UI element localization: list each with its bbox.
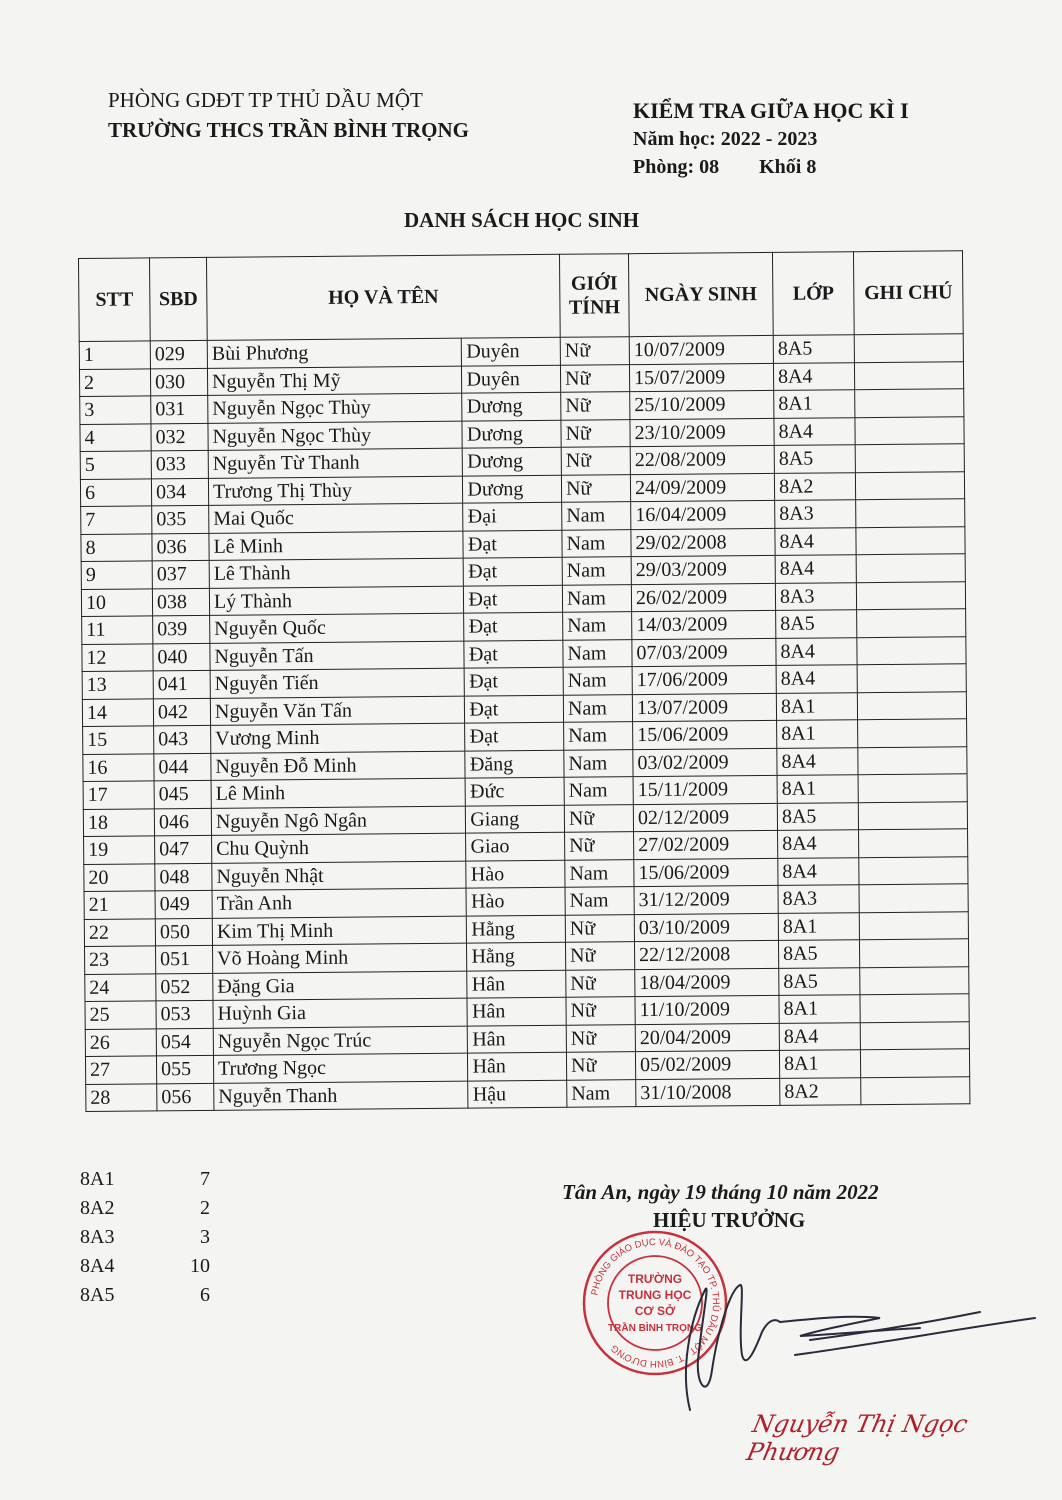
col-stt: STT — [79, 258, 151, 342]
stamp-text-line: TRUNG HỌC — [618, 1288, 692, 1302]
class-cell: 8A1 — [776, 692, 857, 720]
sbd-cell: 045 — [154, 780, 211, 808]
note-cell — [854, 361, 963, 389]
sbd-cell: 048 — [155, 863, 212, 891]
note-cell — [857, 691, 966, 719]
surname-cell: Nguyễn Ngọc Thùy — [208, 421, 463, 451]
dob-cell: 18/04/2009 — [635, 968, 779, 997]
gender-cell: Nữ — [566, 969, 635, 997]
surname-cell: Đặng Gia — [213, 971, 468, 1001]
given-name-cell: Hân — [468, 1052, 567, 1080]
sbd-cell: 056 — [157, 1083, 214, 1111]
department-name: PHÒNG GDĐT TP THỦ DẦU MỘT — [108, 88, 423, 112]
surname-cell: Nguyễn Ngọc Trúc — [213, 1026, 468, 1056]
class-summary — [80, 1168, 210, 1313]
class-cell: 8A1 — [774, 390, 855, 418]
stt-cell: 9 — [81, 561, 152, 589]
class-cell: 8A4 — [777, 747, 858, 775]
sbd-cell: 049 — [155, 890, 212, 918]
school-year: Năm học: 2022 - 2023 — [633, 128, 818, 150]
col-gender — [559, 254, 629, 338]
grade-level: Khối 8 — [759, 156, 817, 178]
class-cell: 8A4 — [774, 417, 855, 445]
stt-cell: 27 — [85, 1056, 156, 1084]
surname-cell: Lê Minh — [209, 531, 464, 561]
sbd-cell: 033 — [151, 450, 208, 478]
note-cell — [856, 554, 965, 582]
class-cell: 8A1 — [777, 775, 858, 803]
note-cell — [856, 526, 965, 554]
class-cell: 8A5 — [777, 802, 858, 830]
sbd-cell: 038 — [152, 588, 209, 616]
given-name-cell: Giang — [466, 805, 565, 833]
sbd-cell: 051 — [156, 945, 213, 973]
principal-title: HIỆU TRƯỞNG — [653, 1208, 806, 1232]
note-cell — [860, 1049, 969, 1077]
summary-row — [80, 1255, 210, 1284]
gender-cell: Nữ — [561, 447, 630, 475]
col-note: GHI CHÚ — [853, 251, 963, 335]
sbd-cell: 040 — [153, 643, 210, 671]
note-cell — [855, 389, 964, 417]
class-cell: 8A3 — [775, 582, 856, 610]
dob-cell: 25/10/2009 — [630, 390, 774, 419]
summary-class: 8A3 — [80, 1226, 115, 1248]
room-grade — [633, 156, 816, 179]
dob-cell: 10/07/2009 — [629, 335, 773, 364]
stt-cell: 2 — [79, 368, 150, 396]
note-cell — [855, 471, 964, 499]
gender-cell: Nam — [562, 502, 631, 530]
summary-row — [80, 1168, 210, 1197]
stt-cell: 11 — [82, 616, 153, 644]
dob-cell: 27/02/2009 — [634, 830, 778, 859]
given-name-cell: Hậu — [468, 1080, 567, 1108]
surname-cell: Nguyễn Thị Mỹ — [207, 366, 462, 396]
summary-count: 7 — [200, 1168, 210, 1190]
class-cell: 8A5 — [779, 967, 860, 995]
class-cell: 8A1 — [779, 995, 860, 1023]
summary-class: 8A2 — [80, 1197, 115, 1219]
sbd-cell: 043 — [154, 725, 211, 753]
gender-cell: Nam — [563, 612, 632, 640]
col-gender-line2: TÍNH — [568, 296, 621, 319]
class-cell: 8A1 — [779, 1050, 860, 1078]
gender-cell: Nam — [563, 694, 632, 722]
sbd-cell: 036 — [152, 533, 209, 561]
stt-cell: 10 — [81, 588, 152, 616]
col-gender-line1: GIỚI — [570, 272, 618, 295]
student-table — [78, 250, 970, 1112]
given-name-cell: Đạt — [463, 530, 562, 558]
gender-cell: Nữ — [566, 1052, 635, 1080]
note-cell — [861, 1076, 970, 1104]
given-name-cell: Duyên — [462, 337, 561, 365]
sbd-cell: 035 — [152, 505, 209, 533]
stt-cell: 14 — [82, 698, 153, 726]
dob-cell: 15/11/2009 — [633, 775, 777, 804]
surname-cell: Lê Minh — [211, 778, 466, 808]
place-date: Tân An, ngày 19 tháng 10 năm 2022 — [562, 1180, 879, 1204]
note-cell — [859, 939, 968, 967]
room-number: Phòng: 08 — [633, 156, 720, 178]
sbd-cell: 031 — [151, 395, 208, 423]
sbd-cell: 042 — [153, 698, 210, 726]
note-cell — [859, 829, 968, 857]
given-name-cell: Dương — [463, 475, 562, 503]
gender-cell: Nữ — [566, 997, 635, 1025]
given-name-cell: Đạt — [465, 667, 564, 695]
dob-cell: 15/06/2009 — [633, 720, 777, 749]
surname-cell: Nguyễn Tiến — [210, 668, 465, 698]
gender-cell: Nữ — [561, 474, 630, 502]
sbd-cell: 054 — [156, 1028, 213, 1056]
class-cell: 8A1 — [778, 912, 859, 940]
surname-cell: Chu Quỳnh — [212, 833, 467, 863]
note-cell — [860, 966, 969, 994]
dob-cell: 29/03/2009 — [631, 555, 775, 584]
note-cell — [858, 774, 967, 802]
class-cell: 8A4 — [773, 362, 854, 390]
sbd-cell: 037 — [152, 560, 209, 588]
given-name-cell: Giao — [466, 832, 565, 860]
surname-cell: Kim Thị Minh — [212, 916, 467, 946]
note-cell — [858, 746, 967, 774]
summary-count: 2 — [200, 1197, 210, 1219]
gender-cell: Nữ — [560, 364, 629, 392]
dob-cell: 26/02/2009 — [631, 583, 775, 612]
note-cell — [859, 884, 968, 912]
dob-cell: 07/03/2009 — [632, 638, 776, 667]
sbd-cell: 050 — [155, 918, 212, 946]
surname-cell: Trần Anh — [212, 888, 467, 918]
stt-cell: 13 — [82, 671, 153, 699]
class-cell: 8A4 — [779, 1022, 860, 1050]
given-name-cell: Đạt — [464, 640, 563, 668]
stt-cell: 19 — [84, 836, 155, 864]
signer-name: Nguyễn Thị Ngọc Phương — [744, 1410, 971, 1466]
class-cell: 8A4 — [776, 665, 857, 693]
stt-cell: 25 — [85, 1001, 156, 1029]
sbd-cell: 052 — [156, 973, 213, 1001]
given-name-cell: Đức — [466, 777, 565, 805]
col-dob: NGÀY SINH — [628, 252, 773, 336]
gender-cell: Nam — [562, 557, 631, 585]
class-cell: 8A4 — [778, 857, 859, 885]
given-name-cell: Đạt — [464, 557, 563, 585]
class-cell: 8A4 — [775, 555, 856, 583]
gender-cell: Nữ — [561, 419, 630, 447]
stt-cell: 17 — [83, 781, 154, 809]
sbd-cell: 047 — [155, 835, 212, 863]
given-name-cell: Dương — [462, 392, 561, 420]
given-name-cell: Đạt — [465, 695, 564, 723]
class-cell: 8A5 — [778, 940, 859, 968]
gender-cell: Nam — [563, 667, 632, 695]
class-cell: 8A3 — [775, 500, 856, 528]
note-cell — [856, 499, 965, 527]
given-name-cell: Dương — [463, 447, 562, 475]
note-cell — [858, 801, 967, 829]
note-cell — [857, 664, 966, 692]
dob-cell: 17/06/2009 — [632, 665, 776, 694]
given-name-cell: Đăng — [465, 750, 564, 778]
surname-cell: Trương Ngọc — [213, 1053, 468, 1083]
stamp-ring-text: PHÒNG GIÁO DỤC VÀ ĐÀO TẠO TP. THỦ DẦU MỘT - T. BÌNH DƯƠNG — [589, 1236, 722, 1370]
given-name-cell: Hằng — [467, 942, 566, 970]
list-title: DANH SÁCH HỌC SINH — [404, 208, 640, 232]
dob-cell: 24/09/2009 — [630, 473, 774, 502]
dob-cell: 22/08/2009 — [630, 445, 774, 474]
stt-cell: 20 — [84, 863, 155, 891]
stt-cell: 6 — [80, 478, 151, 506]
stt-cell: 4 — [80, 423, 151, 451]
given-name-cell: Duyên — [462, 365, 561, 393]
surname-cell: Lý Thành — [209, 586, 464, 616]
stt-cell: 15 — [83, 726, 154, 754]
note-cell — [859, 856, 968, 884]
surname-cell: Nguyễn Nhật — [212, 861, 467, 891]
student-rows — [79, 334, 970, 1112]
surname-cell: Vương Minh — [211, 723, 466, 753]
gender-cell: Nam — [564, 722, 633, 750]
dob-cell: 03/02/2009 — [633, 748, 777, 777]
sbd-cell: 029 — [150, 340, 207, 368]
stt-cell: 21 — [84, 891, 155, 919]
summary-row — [80, 1226, 210, 1255]
stt-cell: 23 — [85, 946, 156, 974]
sbd-cell: 030 — [150, 368, 207, 396]
col-name: HỌ VÀ TÊN — [206, 254, 560, 340]
gender-cell: Nữ — [561, 392, 630, 420]
gender-cell: Nữ — [564, 804, 633, 832]
surname-cell: Lê Thành — [209, 558, 464, 588]
given-name-cell: Hân — [467, 970, 566, 998]
stt-cell: 22 — [84, 918, 155, 946]
summary-row — [80, 1284, 210, 1313]
table-header-row — [79, 251, 964, 342]
gender-cell: Nam — [562, 584, 631, 612]
given-name-cell: Hào — [466, 860, 565, 888]
summary-class: 8A5 — [80, 1284, 115, 1306]
sbd-cell: 055 — [156, 1055, 213, 1083]
dob-cell: 11/10/2009 — [635, 995, 779, 1024]
given-name-cell: Đạt — [464, 612, 563, 640]
stt-cell: 28 — [86, 1083, 157, 1111]
dob-cell: 05/02/2009 — [635, 1050, 779, 1079]
given-name-cell: Hân — [467, 997, 566, 1025]
class-cell: 8A5 — [774, 445, 855, 473]
surname-cell: Nguyễn Ngọc Thùy — [208, 393, 463, 423]
dob-cell: 16/04/2009 — [631, 500, 775, 529]
exam-title: KIỂM TRA GIỮA HỌC KÌ I — [633, 98, 909, 123]
note-cell — [854, 334, 963, 362]
surname-cell: Võ Hoàng Minh — [213, 943, 468, 973]
stamp-text-line: TRƯỜNG — [627, 1272, 683, 1286]
note-cell — [856, 581, 965, 609]
stt-cell: 3 — [80, 396, 151, 424]
sbd-cell: 044 — [154, 753, 211, 781]
note-cell — [860, 1021, 969, 1049]
sbd-cell: 046 — [154, 808, 211, 836]
summary-class: 8A4 — [80, 1255, 115, 1277]
surname-cell: Nguyễn Thanh — [214, 1081, 469, 1111]
gender-cell: Nam — [567, 1079, 636, 1107]
note-cell — [857, 636, 966, 664]
gender-cell: Nam — [562, 529, 631, 557]
dob-cell: 22/12/2008 — [634, 940, 778, 969]
note-cell — [859, 911, 968, 939]
school-name: TRƯỜNG THCS TRẦN BÌNH TRỌNG — [108, 118, 469, 142]
sbd-cell: 041 — [153, 670, 210, 698]
dob-cell: 03/10/2009 — [634, 913, 778, 942]
class-cell: 8A3 — [778, 885, 859, 913]
sbd-cell: 039 — [153, 615, 210, 643]
stamp-text-line: TRẦN BÌNH TRỌNG — [608, 1323, 702, 1334]
gender-cell: Nam — [564, 749, 633, 777]
stamp-text-line: CƠ SỞ — [634, 1304, 676, 1318]
surname-cell: Nguyễn Ngô Ngân — [211, 806, 466, 836]
class-cell: 8A5 — [776, 610, 857, 638]
dob-cell: 23/10/2009 — [630, 418, 774, 447]
class-cell: 8A4 — [775, 527, 856, 555]
gender-cell: Nữ — [565, 832, 634, 860]
surname-cell: Nguyễn Văn Tấn — [210, 696, 465, 726]
summary-count: 3 — [200, 1226, 210, 1248]
dob-cell: 02/12/2009 — [633, 803, 777, 832]
given-name-cell: Dương — [462, 420, 561, 448]
stt-cell: 1 — [79, 341, 150, 369]
gender-cell: Nữ — [560, 337, 629, 365]
given-name-cell: Đạt — [464, 585, 563, 613]
note-cell — [855, 416, 964, 444]
dob-cell: 15/06/2009 — [634, 858, 778, 887]
given-name-cell: Đại — [463, 502, 562, 530]
class-cell: 8A2 — [774, 472, 855, 500]
gender-cell: Nam — [563, 639, 632, 667]
dob-cell: 15/07/2009 — [629, 363, 773, 392]
stt-cell: 18 — [83, 808, 154, 836]
note-cell — [857, 609, 966, 637]
gender-cell: Nam — [564, 777, 633, 805]
sbd-cell: 034 — [151, 478, 208, 506]
given-name-cell: Hào — [466, 887, 565, 915]
class-cell: 8A2 — [780, 1077, 861, 1105]
class-cell: 8A1 — [777, 720, 858, 748]
summary-count: 6 — [200, 1284, 210, 1306]
dob-cell: 13/07/2009 — [632, 693, 776, 722]
handwritten-signature — [650, 1260, 1040, 1430]
stt-cell: 26 — [85, 1028, 156, 1056]
summary-count: 10 — [190, 1255, 210, 1277]
class-cell: 8A4 — [778, 830, 859, 858]
dob-cell: 29/02/2008 — [631, 528, 775, 557]
surname-cell: Nguyễn Quốc — [210, 613, 465, 643]
gender-cell: Nữ — [566, 1024, 635, 1052]
summary-class: 8A1 — [80, 1168, 115, 1190]
note-cell — [855, 444, 964, 472]
gender-cell: Nam — [565, 887, 634, 915]
class-cell: 8A4 — [776, 637, 857, 665]
dob-cell: 31/12/2009 — [634, 885, 778, 914]
given-name-cell: Hằng — [467, 915, 566, 943]
note-cell — [858, 719, 967, 747]
stt-cell: 16 — [83, 753, 154, 781]
surname-cell: Nguyễn Tấn — [210, 641, 465, 671]
summary-row — [80, 1197, 210, 1226]
stt-cell: 24 — [85, 973, 156, 1001]
sbd-cell: 053 — [156, 1000, 213, 1028]
gender-cell: Nữ — [565, 942, 634, 970]
surname-cell: Bùi Phương — [207, 338, 462, 368]
surname-cell: Nguyễn Từ Thanh — [208, 448, 463, 478]
sbd-cell: 032 — [151, 423, 208, 451]
dob-cell: 14/03/2009 — [632, 610, 776, 639]
note-cell — [860, 994, 969, 1022]
stt-cell: 12 — [82, 643, 153, 671]
col-class: LỚP — [772, 252, 854, 336]
gender-cell: Nam — [565, 859, 634, 887]
stt-cell: 8 — [81, 533, 152, 561]
stt-cell: 7 — [81, 506, 152, 534]
stt-cell: 5 — [80, 451, 151, 479]
surname-cell: Trương Thị Thùy — [208, 476, 463, 506]
col-sbd: SBD — [150, 257, 208, 340]
surname-cell: Mai Quốc — [209, 503, 464, 533]
given-name-cell: Hân — [468, 1025, 567, 1053]
dob-cell: 31/10/2008 — [636, 1078, 780, 1107]
class-cell: 8A5 — [773, 335, 854, 363]
given-name-cell: Đạt — [465, 722, 564, 750]
surname-cell: Huỳnh Gia — [213, 998, 468, 1028]
surname-cell: Nguyễn Đỗ Minh — [211, 751, 466, 781]
gender-cell: Nữ — [565, 914, 634, 942]
dob-cell: 20/04/2009 — [635, 1023, 779, 1052]
